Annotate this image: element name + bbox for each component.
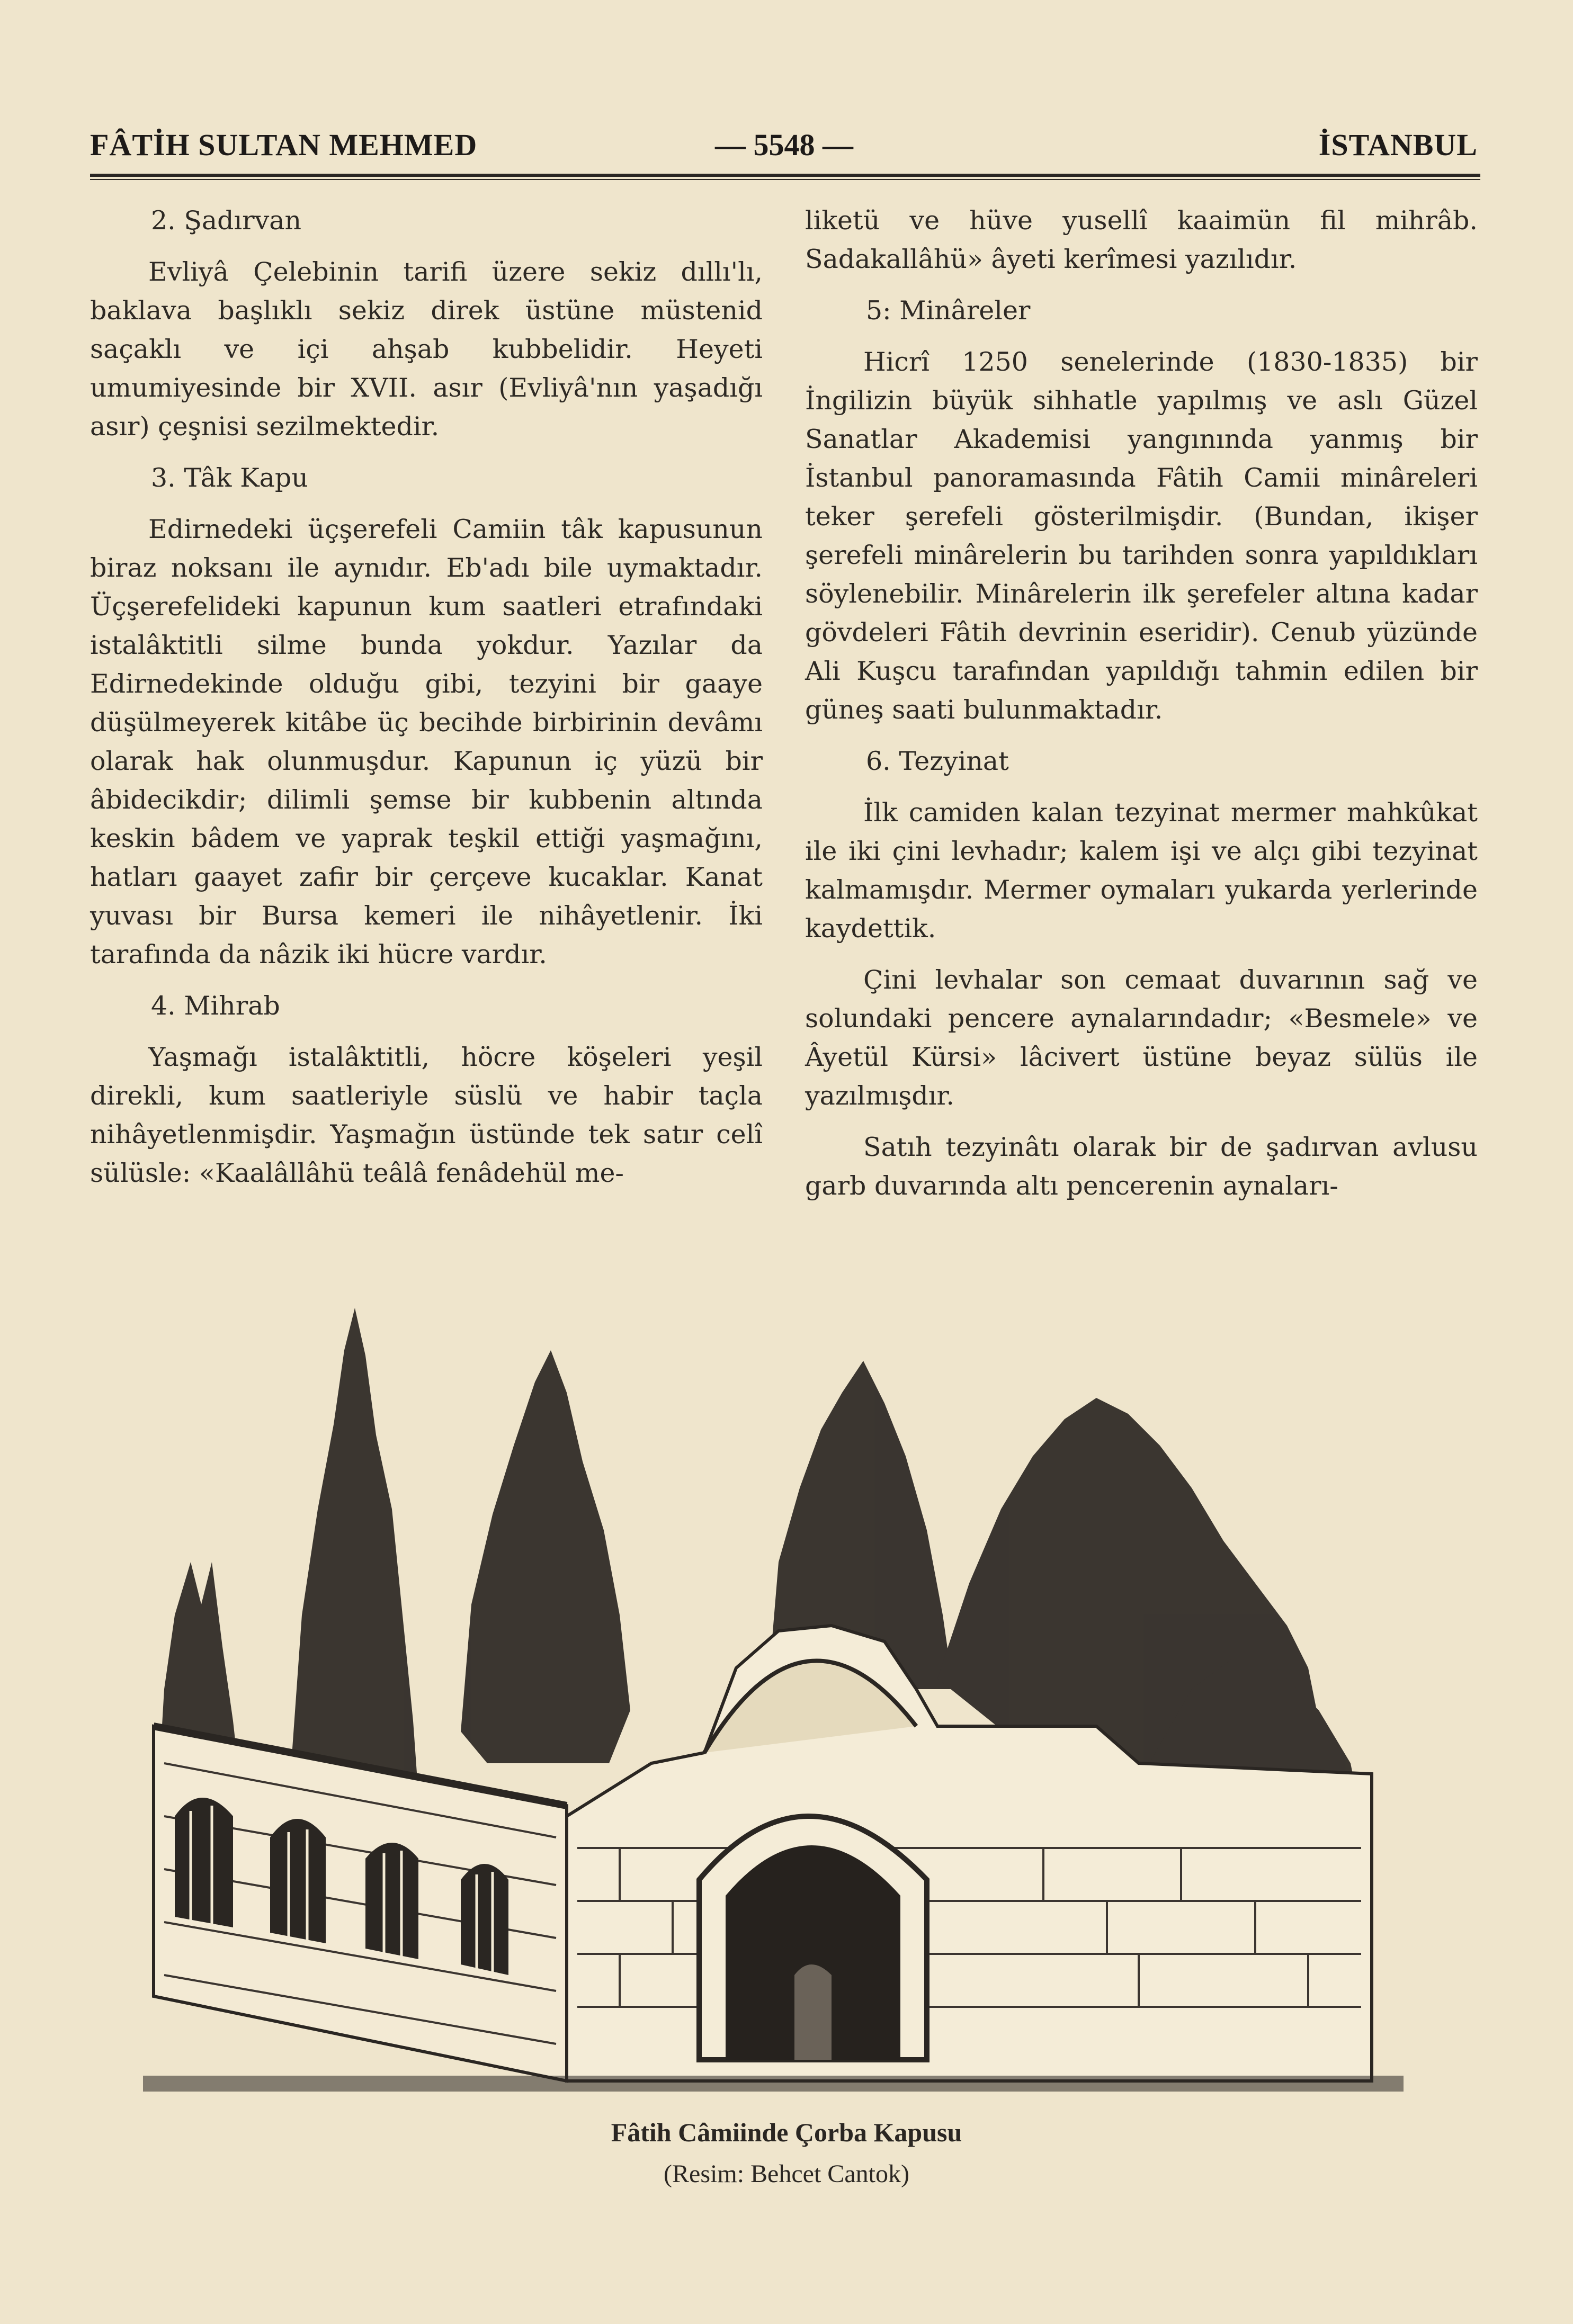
- figure-credit: (Resim: Behcet Cantok): [664, 2160, 909, 2188]
- section-heading-mihrab: 4. Mihrab: [151, 991, 280, 1021]
- paragraph-sadirvan: Evliyâ Çelebinin tarifi üzere sekiz dıllı'lı, baklava başlıklı sekiz direk üstüne müstenid saçaklı ve içi ahşab kubbelidir. Heyeti umumiyesinde bir XVII. asır (Evliyâ'nın yaşadığı asır) çeşnisi sezilmektedir.: [90, 257, 763, 442]
- right-column: [805, 201, 1478, 1218]
- section-heading-sadirvan: 2. Şadırvan: [151, 205, 302, 236]
- header-rule: [90, 174, 1480, 180]
- gate-illustration: [143, 1287, 1404, 2113]
- left-wall: [154, 1726, 567, 2081]
- paragraph-tezyinat-2: Çini levhalar son cemaat duvarının sağ ve solundaki pencere aynalarındadır; «Besmele» ve Âyetül Kürsi» lâcivert üstüne beyaz sülüs ile yazılmışdır.: [805, 965, 1478, 1111]
- gate-drawing: [143, 1287, 1404, 2113]
- header-book-title: FÂTİH SULTAN MEHMED: [90, 128, 478, 162]
- header-section-title: İSTANBUL: [1318, 128, 1478, 162]
- paragraph-mihrab-continued: liketü ve hüve yusellî kaaimün fil mihrâb. Sadakallâhü» âyeti kerîmesi yazılıdır.: [805, 205, 1478, 274]
- paragraph-tezyinat-3: Satıh tezyinâtı olarak bir de şadırvan avlusu garb duvarında altı pencerenin aynaları-: [805, 1132, 1478, 1201]
- paragraph-tak-kapu: Edirnedeki üçşerefeli Camiin tâk kapusunun biraz noksanı ile aynıdır. Eb'adı bile uymaktadır. Üçşerefelideki kapunun kum saatleri etrafındaki istalâktitli silme bunda yokdur. Yazılar da Edirnedekinde olduğu gibi, tezyini bir gaaye düşülmeyerek kitâbe üç becihde birbirinin devâmı olarak hak olunmuşdur. Kapunun iç yüzü bir âbidecikdir; dilimli şemse bir kubbenin altında keskin bâdem ve yaprak teşkil ettiği yaşmağını, hatları gaayet zafir bir çerçeve kucaklar. Kanat yuvası bir Bursa kemeri ile nihâyetlenir. İki tarafında da nâzik iki hücre vardır.: [90, 514, 763, 970]
- running-header: [90, 127, 1478, 169]
- section-heading-minareler: 5: Minâreler: [866, 295, 1031, 326]
- section-heading-tak-kapu: 3. Tâk Kapu: [151, 463, 308, 493]
- section-heading-tezyinat: 6. Tezyinat: [866, 746, 1009, 776]
- left-column: [90, 201, 763, 1205]
- paragraph-mihrab: Yaşmağı istalâktitli, höcre köşeleri yeşil direkli, kum saatleriyle süslü ve habir taçla nihâyetlenmişdir. Yaşmağın üstünde tek satır celî sülüsle: «Kaalâllâhü teâlâ fenâdehül me-: [90, 1042, 763, 1188]
- figure-caption: Fâtih Câmiinde Çorba Kapusu: [611, 2117, 962, 2147]
- ground: [143, 2076, 1404, 2092]
- paragraph-tezyinat-1: İlk camiden kalan tezyinat mermer mahkûkat ile iki çini levhadır; kalem işi ve alçı gibi tezyinat kalmamışdır. Mermer oymaları yukarda yerlerinde kaydettik.: [805, 797, 1478, 944]
- paragraph-minareler: Hicrî 1250 senelerinde (1830-1835) bir İngilizin büyük sihhatle yapılmış ve aslı Güzel Sanatlar Akademisi yangınında yanmış bir İstanbul panoramasında Fâtih Camii minâreleri teker şerefeli gösterilmişdir. (Bundan, ikişer şerefeli minârelerin bu tarihden sonra yapıldıkları söylenebilir. Minârelerin ilk şerefeler altına kadar gövdeleri Fâtih devrinin eseridir). Cenub yüzünde Ali Kuşcu tarafından yapıldığı tahmin edilen bir güneş saati bulunmaktadır.: [805, 347, 1478, 725]
- page-number: — 5548 —: [715, 128, 853, 162]
